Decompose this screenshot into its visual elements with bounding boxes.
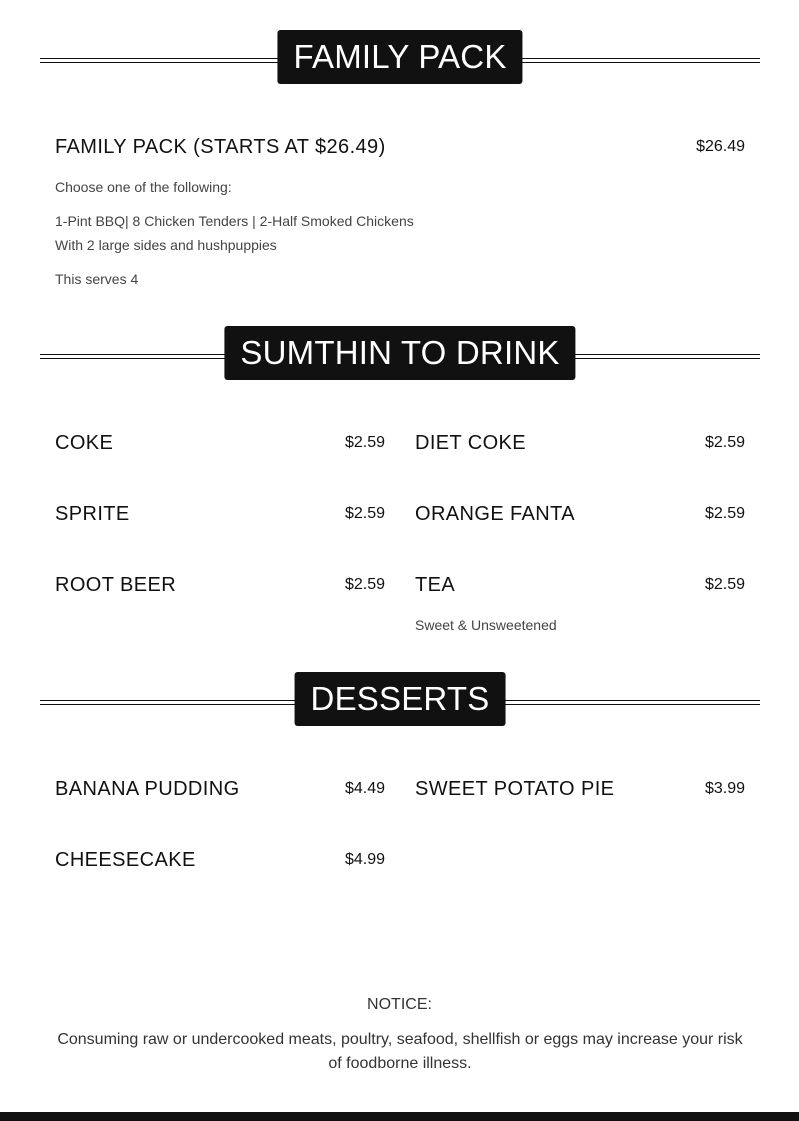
desserts-title: DESSERTS xyxy=(295,672,506,726)
menu-item-price: $3.99 xyxy=(704,780,745,797)
family-pack-title: FAMILY PACK xyxy=(277,30,522,84)
family-pack-intro: Choose one of the following: xyxy=(55,179,232,195)
menu-item-price: $2.59 xyxy=(704,434,745,451)
notice-title: NOTICE: xyxy=(367,996,432,1013)
family-pack-sides: With 2 large sides and hushpuppies xyxy=(55,237,277,253)
menu-item-price: $4.49 xyxy=(344,780,385,797)
menu-item-description: Sweet & Unsweetened xyxy=(415,617,557,633)
family-pack-serves: This serves 4 xyxy=(55,271,139,287)
menu-item-name: CHEESECAKE xyxy=(55,849,196,871)
menu-item-name: SPRITE xyxy=(55,503,130,525)
notice-text: Consuming raw or undercooked meats, poultry, seafood, shellfish or eggs may increase your risk of foodborne illness. xyxy=(57,1031,743,1072)
bottom-bar xyxy=(0,1112,799,1121)
menu-item-name: SWEET POTATO PIE xyxy=(415,778,615,800)
menu-item-name: TEA xyxy=(415,574,456,596)
family-pack-item-price: $26.49 xyxy=(696,138,745,155)
menu-item-price: $4.99 xyxy=(344,851,385,868)
menu-item-price: $2.59 xyxy=(344,505,385,522)
desserts-section-header xyxy=(40,672,760,726)
drinks-title: SUMTHIN TO DRINK xyxy=(224,326,575,380)
menu-item-name: BANANA PUDDING xyxy=(55,778,240,800)
menu-item-name: COKE xyxy=(55,432,114,454)
menu-item-name: ROOT BEER xyxy=(55,574,177,596)
menu-item-price: $2.59 xyxy=(704,576,745,593)
family-pack-item-name: FAMILY PACK (STARTS AT $26.49) xyxy=(55,136,386,158)
menu-item-price: $2.59 xyxy=(704,505,745,522)
menu-item-price: $2.59 xyxy=(344,434,385,451)
drinks-section-header xyxy=(40,326,760,380)
menu-item-price: $2.59 xyxy=(344,576,385,593)
family-pack-options: 1-Pint BBQ| 8 Chicken Tenders | 2-Half Smoked Chickens xyxy=(55,213,414,229)
menu-item-name: DIET COKE xyxy=(415,432,527,454)
menu-item-name: ORANGE FANTA xyxy=(415,503,576,525)
family-pack-section-header xyxy=(40,30,760,84)
